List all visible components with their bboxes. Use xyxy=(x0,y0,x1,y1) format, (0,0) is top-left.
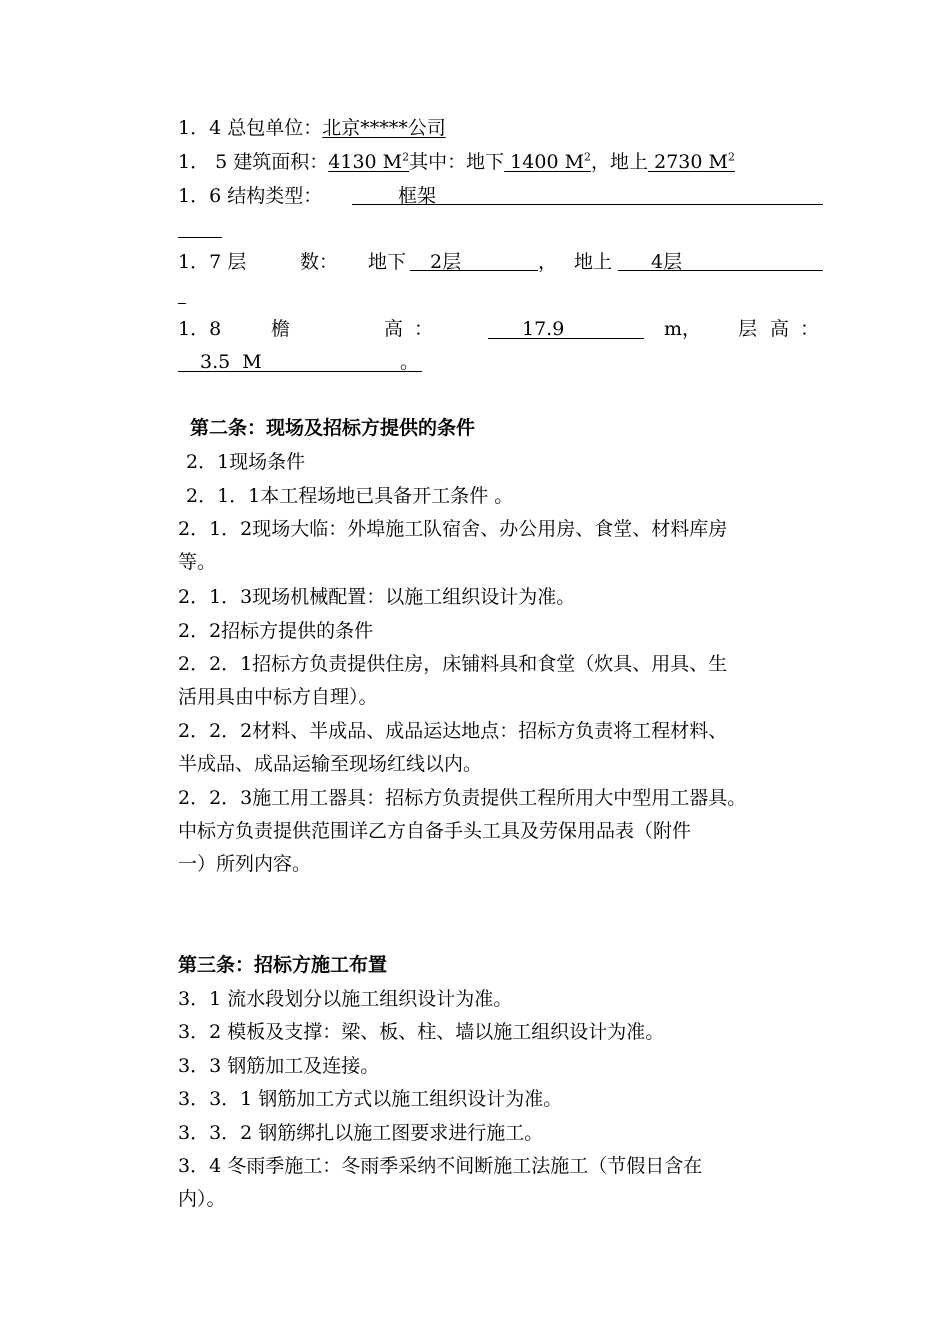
section-2-title: 第二条：现场及招标方提供的条件 xyxy=(190,417,476,439)
eave-height-num: 1．8 xyxy=(178,318,222,340)
general-contractor-value: 北京*****公司 xyxy=(322,117,446,139)
floors-label: 1．7 层 xyxy=(178,251,247,273)
clause-3-4: 3．4 冬雨季施工：冬雨季采纳不间断施工法施工（节假日含在 xyxy=(178,1155,703,1177)
building-area-underground: 1400 $M^2$ xyxy=(504,150,592,173)
building-area-mid2: ，地上 xyxy=(591,151,649,173)
line-general-contractor xyxy=(178,116,446,140)
eave-height-char1: 檐 xyxy=(271,318,291,340)
floor-height-char2: 高 xyxy=(770,318,790,340)
floors-above-underline xyxy=(618,270,823,271)
floor-height-colon: ： xyxy=(800,318,820,340)
floors-comma: ， xyxy=(538,251,558,273)
structure-type-label: 1．6 结构类型： xyxy=(178,185,323,207)
clause-2-2: 2．2招标方提供的条件 xyxy=(178,620,374,642)
clause-2-2-3-cont: 中标方负责提供范围详乙方自备手头工具及劳保用品表（附件 xyxy=(178,820,692,842)
clause-3-3: 3．3 钢筋加工及连接。 xyxy=(178,1055,380,1077)
building-area-mid: 其中：地下 xyxy=(409,151,505,173)
clause-2-2-1-cont: 活用具由中标方自理）。 xyxy=(178,686,378,708)
floors-underline-cont xyxy=(178,303,186,304)
building-area-label: 1． 5 建筑面积： xyxy=(178,151,329,173)
clause-2-1-2: 2．1．2现场大临：外埠施工队宿舍、办公用房、食堂、材料库房 xyxy=(178,518,728,540)
line-building-area xyxy=(178,150,735,174)
building-area-aboveground: 2730 $M^2$ xyxy=(648,150,735,173)
clause-2-2-1: 2．2．1招标方负责提供住房，床铺料具和食堂（炊具、用具、生 xyxy=(178,653,728,675)
clause-2-1: 2．1现场条件 xyxy=(186,451,306,473)
clause-3-4-cont: 内）。 xyxy=(178,1188,226,1210)
eave-height-char2: 高 xyxy=(384,318,404,340)
floors-label-2: 数： xyxy=(300,251,339,273)
clause-3-1: 3．1 流水段划分以施工组织设计为准。 xyxy=(178,988,513,1010)
section-3-title: 第三条：招标方施工布置 xyxy=(178,954,388,976)
clause-2-2-2: 2．2．2材料、半成品、成品运达地点：招标方负责将工程材料、 xyxy=(178,720,728,742)
floors-underground-value: 2层 xyxy=(430,251,462,273)
eave-height-underline xyxy=(488,338,644,339)
building-area-total: 4130 $M^2$ xyxy=(328,150,410,173)
floors-underground-label: 地下 xyxy=(368,251,407,273)
floors-above-label: 地上 xyxy=(574,251,613,273)
clause-3-2: 3．2 模板及支撑：梁、板、柱、墙以施工组织设计为准。 xyxy=(178,1021,665,1043)
floors-above-value: 4层 xyxy=(651,251,683,273)
clause-2-1-1: 2．1．1本工程场地已具备开工条件 。 xyxy=(186,485,514,507)
eave-height-value: 17.9 xyxy=(522,318,565,340)
floor-height-char1: 层 xyxy=(738,318,758,340)
clause-2-1-3: 2．1．3现场机械配置：以施工组织设计为准。 xyxy=(178,586,576,608)
clause-3-3-2: 3．3．2 钢筋绑扎以施工图要求进行施工。 xyxy=(178,1122,544,1144)
clause-2-2-3-cont2: 一）所列内容。 xyxy=(178,853,312,875)
clause-3-3-1: 3．3．1 钢筋加工方式以施工组织设计为准。 xyxy=(178,1088,563,1110)
clause-2-1-2-cont: 等。 xyxy=(178,551,217,573)
eave-height-unit: m， xyxy=(664,318,702,340)
eave-height-colon: ： xyxy=(414,318,434,340)
floor-height-underline xyxy=(178,371,422,372)
floors-underground-underline xyxy=(410,270,538,271)
structure-type-value: 框架 xyxy=(398,185,437,207)
general-contractor-label: 1．4 总包单位： xyxy=(178,117,323,139)
clause-2-2-3: 2．2．3施工用工器具：招标方负责提供工程所用大中型用工器具。 xyxy=(178,787,747,809)
structure-type-underline-cont xyxy=(178,237,222,238)
floor-height-end: 。 xyxy=(400,351,420,373)
structure-type-underline xyxy=(352,204,823,205)
clause-2-2-2-cont: 半成品、成品运输至现场红线以内。 xyxy=(178,753,483,775)
floor-height-value: 3.5 M xyxy=(200,351,262,373)
line-structure-type xyxy=(178,184,322,208)
